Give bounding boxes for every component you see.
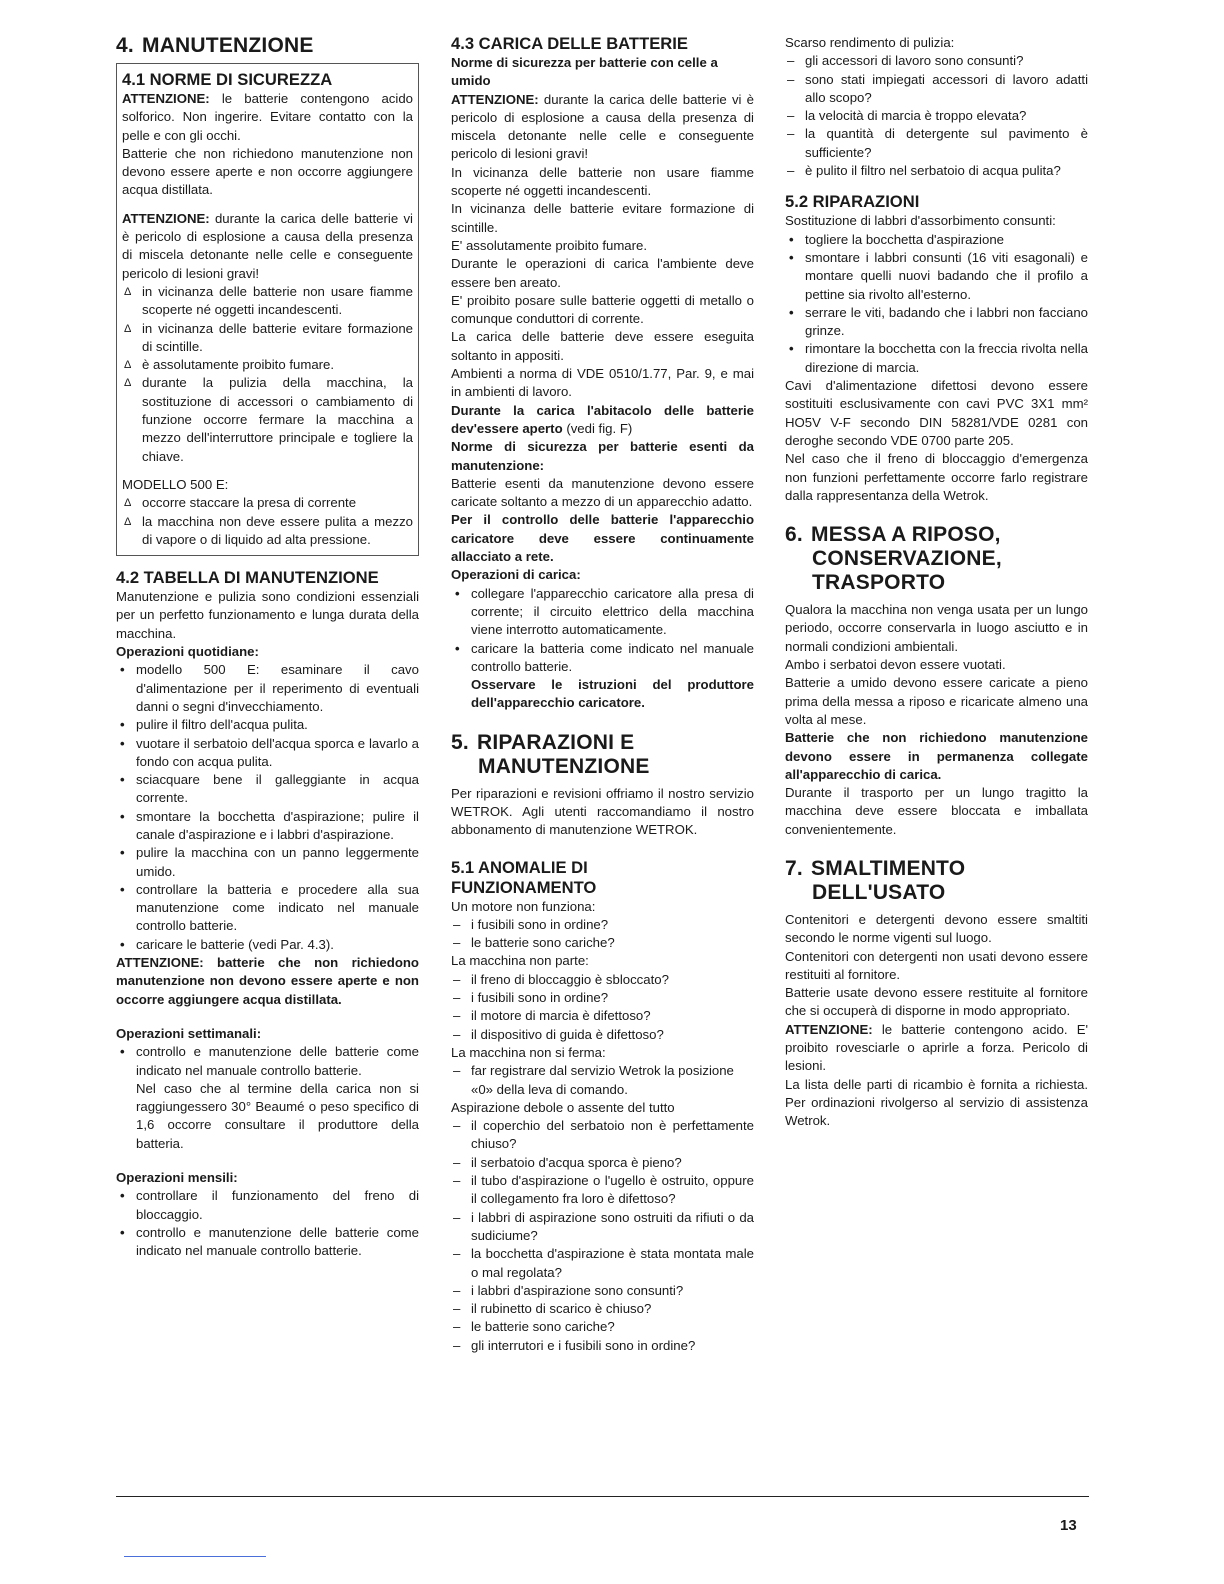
- list-item: • serrare le viti, badando che i labbri non facciano grinze.: [785, 304, 1088, 341]
- section-7-heading: 7. SMALTIMENTO DELL'USATO: [785, 856, 966, 904]
- paragraph: Contenitori con detergenti non usati devono essere restituiti al fornitore.: [785, 948, 1088, 982]
- paragraph: Contenitori e detergenti devono essere smaltiti secondo le norme vigenti sul luogo.: [785, 911, 1088, 946]
- list-item: – le batterie sono cariche?: [451, 1318, 754, 1336]
- list-item: – i labbri d'aspirazione sono consunti?: [451, 1282, 754, 1300]
- subheading: Operazioni di carica:: [451, 567, 581, 583]
- subheading-monthly: Operazioni mensili:: [116, 1170, 238, 1186]
- list-item: • collegare l'apparecchio caricatore alla presa di corrente; il circuito elettrico della macchina viene interrotto automaticamente.: [451, 585, 754, 640]
- column-left: [116, 34, 419, 1261]
- paragraph: In vicinanza delle batterie evitare formazione di scintille.: [451, 201, 754, 235]
- warning-list: [122, 494, 413, 549]
- paragraph: Batterie usate devono essere restituite al fornitore che si occuperà di disporne in modo appropriato.: [785, 985, 1088, 1019]
- paragraph: Ambienti a norma di VDE 0510/1.77, Par. 9, e mai in ambienti di lavoro.: [451, 366, 754, 400]
- list-item: • smontare i labbri consunti (16 viti esagonali) e montare quelli nuovi badando che il profilo a pettine sia rivolto all'esterno.: [785, 249, 1088, 304]
- safety-box: [116, 63, 419, 556]
- paragraph: Batterie esenti da manutenzione devono essere caricate soltanto a mezzo di un apparecchio adatto.: [451, 475, 754, 510]
- paragraph: Cavi d'alimentazione difettosi devono essere sostituiti esclusivamente con cavi PVC 3X1 mm² HO5V V-F secondo DIN 58281/VDE 0281 con deroghe secondo VDE 0700 parte 205.: [785, 378, 1088, 448]
- model-label: MODELLO 500 E:: [122, 476, 229, 492]
- section-4-heading: 4. MANUTENZIONE: [116, 34, 314, 57]
- paragraph: ATTENZIONE: durante la carica delle batterie vi è pericolo di esplosione a causa della presenza di miscela detonante nelle celle e conseguente pericolo di lesioni gravi!: [451, 91, 755, 162]
- list-item: • pulire il filtro dell'acqua pulita.: [116, 716, 419, 734]
- footer-rule: [116, 1496, 1089, 1497]
- list-item: • rimontare la bocchetta con la freccia rivolta nella direzione di marcia.: [785, 340, 1088, 377]
- section-4-1-heading: 4.1 NORME DI SICUREZZA: [122, 70, 333, 89]
- list-item: – le batterie sono cariche?: [451, 934, 754, 952]
- list-item: Δ in vicinanza delle batterie evitare formazione di scintille.: [122, 320, 413, 357]
- list-item: • pulire la macchina con un panno leggermente umido.: [116, 844, 419, 881]
- warning-bold: ATTENZIONE: batterie che non richiedono manutenzione non devono essere aperte e non occorre aggiungere acqua distillata.: [116, 955, 419, 1007]
- list-item: • controllare la batteria e procedere alla sua manutenzione come indicato nel manuale controllo batterie.: [116, 881, 419, 936]
- list-item: • smontare la bocchetta d'aspirazione; pulire il canale d'aspirazione e i labbri d'aspirazione.: [116, 808, 419, 845]
- list-item: – la bocchetta d'aspirazione è stata montata male o mal regolata?: [451, 1245, 754, 1282]
- column-middle: [451, 34, 754, 1355]
- list-item: • togliere la bocchetta d'aspirazione: [785, 231, 1088, 249]
- list-item: – i fusibili sono in ordine?: [451, 916, 754, 934]
- list-item: • controllare il funzionamento del freno di bloccaggio.: [116, 1187, 419, 1224]
- paragraph: E' proibito posare sulle batterie oggetti di metallo o comunque conduttori di corrente.: [451, 292, 754, 327]
- list-item: – sono stati impiegati accessori di lavoro adatti allo scopo?: [785, 71, 1088, 108]
- list-item: – la quantità di detergente sul pavimento è sufficiente?: [785, 125, 1088, 162]
- paragraph: Ambo i serbatoi devon essere vuotati.: [785, 657, 1006, 673]
- list-item: • modello 500 E: esaminare il cavo d'alimentazione per il reperimento di eventuali danni o segni d'invecchiamento.: [116, 661, 419, 716]
- section-6-heading: 6. MESSA A RIPOSO, CONSERVAZIONE, TRASPORTO: [785, 523, 1002, 595]
- list-item: – il tubo d'aspirazione o l'ugello è ostruito, oppure il collegamento fra loro è difettoso?: [451, 1172, 754, 1209]
- paragraph: ATTENZIONE: durante la carica delle batterie vi è pericolo di esplosione a causa della presenza di miscela detonante nelle celle e conseguente pericolo di lesioni gravi!: [122, 210, 413, 281]
- list-item: – il freno di bloccaggio è sbloccato?: [451, 971, 754, 989]
- list-item: – i fusibili sono in ordine?: [451, 989, 754, 1007]
- repair-steps-list: [785, 231, 1088, 377]
- paragraph-bold: Per il controllo delle batterie l'apparecchio caricatore deve essere continuamente allacciato a rete.: [451, 512, 754, 565]
- paragraph: Durante la carica l'abitacolo delle batterie dev'essere aperto (vedi fig. F): [451, 402, 754, 436]
- list-item: – far registrare dal servizio Wetrok la posizione «0» della leva di comando.: [451, 1062, 754, 1099]
- list-item: – il serbatoio d'acqua sporca è pieno?: [451, 1154, 754, 1172]
- section-4-2-heading: 4.2 TABELLA DI MANUTENZIONE: [116, 568, 379, 588]
- paragraph: Batterie che non richiedono manutenzione non devono essere aperte e non occorre aggiungere acqua distillata.: [122, 145, 413, 198]
- subheading-daily: Operazioni quotidiane:: [116, 644, 259, 660]
- question: La macchina non parte:: [451, 953, 589, 969]
- check-list: [785, 52, 1088, 180]
- weekly-ops-list: [116, 1043, 419, 1153]
- check-list: [451, 1062, 754, 1099]
- list-item: Δ è assolutamente proibito fumare.: [122, 356, 413, 374]
- paragraph: Durante il trasporto per un lungo tragitto la macchina deve essere bloccata e imballata convenientemente.: [785, 785, 1088, 837]
- paragraph: Batterie a umido devono essere caricate a pieno prima della messa a riposo e ricaricate almeno una volta al mese.: [785, 675, 1088, 727]
- list-item: – gli accessori di lavoro sono consunti?: [785, 52, 1088, 70]
- warning-list: [122, 283, 413, 466]
- monthly-ops-list: [116, 1187, 419, 1260]
- section-5-1-heading: 5.1 ANOMALIE DI FUNZIONAMENTO: [451, 857, 597, 897]
- subheading: Norme di sicurezza per batterie con celle a umido: [451, 55, 718, 89]
- list-item: Δ in vicinanza delle batterie non usare fiamme scoperte né oggetti incandescenti.: [122, 283, 413, 320]
- section-5-2-heading: 5.2 RIPARAZIONI: [785, 192, 920, 212]
- daily-ops-list: [116, 661, 419, 954]
- check-list: [451, 971, 754, 1044]
- question: La macchina non si ferma:: [451, 1044, 606, 1060]
- paragraph: Durante le operazioni di carica l'ambiente deve essere ben areato.: [451, 256, 754, 290]
- scan-artifact-line: [124, 1556, 266, 1557]
- list-item: – il motore di marcia è difettoso?: [451, 1007, 754, 1025]
- list-item: Δ la macchina non deve essere pulita a mezzo di vapore o di liquido ad alta pressione.: [122, 513, 413, 550]
- list-item: • controllo e manutenzione delle batterie come indicato nel manuale controllo batterie. Nel caso che al termine della carica non si raggiungessero 30° Beaumé o peso specifico di 1,6 occorre consultare il produttore della batteria.: [116, 1043, 419, 1153]
- list-item: • sciacquare bene il galleggiante in acqua corrente.: [116, 771, 419, 808]
- paragraph: Qualora la macchina non venga usata per un lungo periodo, occorre conservarla in luogo asciutto e in normali condizioni ambientali.: [785, 602, 1088, 654]
- subheading-weekly: Operazioni settimanali:: [116, 1025, 262, 1041]
- list-item: • controllo e manutenzione delle batterie come indicato nel manuale controllo batterie.: [116, 1224, 419, 1261]
- check-list: [451, 1117, 754, 1355]
- list-item: Δ occorre staccare la presa di corrente: [122, 494, 413, 512]
- paragraph: Sostituzione di labbri d'assorbimento consunti:: [785, 213, 1056, 229]
- list-item: Δ durante la pulizia della macchina, la sostituzione di accessori o cambiamento di funzione occorre fermare la macchina a mezzo dell'interruttore principale e togliere la chiave.: [122, 374, 413, 465]
- section-4-3-heading: 4.3 CARICA DELLE BATTERIE: [451, 34, 688, 53]
- paragraph: Nel caso che il freno di bloccaggio d'emergenza non funzioni perfettamente occorre farlo registrare dalla rappresentanza della Wetrok.: [785, 451, 1088, 503]
- paragraph: ATTENZIONE: le batterie contengono acido solforico. Non ingerire. Evitare contatto con la pelle e con gli occhi.: [122, 91, 413, 143]
- paragraph-bold: Batterie che non richiedono manutenzione devono essere in permanenza collegate all'apparecchio di carica.: [785, 730, 1088, 782]
- list-item: – gli interrutori e i fusibili sono in ordine?: [451, 1337, 754, 1355]
- charge-ops-list: [451, 585, 754, 713]
- paragraph: Per riparazioni e revisioni offriamo il nostro servizio WETROK. Agli utenti raccomandiamo il nostro abbonamento di manutenzione WETROK.: [451, 785, 754, 838]
- list-item: – il rubinetto di scarico è chiuso?: [451, 1300, 754, 1318]
- list-item: – i labbri di aspirazione sono ostruiti da rifiuti o da sudiciume?: [451, 1209, 754, 1246]
- check-list: [451, 916, 754, 953]
- paragraph: ATTENZIONE: le batterie contengono acido. E' proibito rovesciarle o aprirle a forza. Pericolo di lesioni.: [785, 1021, 1089, 1074]
- list-item: – è pulito il filtro nel serbatoio di acqua pulita?: [785, 162, 1088, 180]
- list-item: – il dispositivo di guida è difettoso?: [451, 1026, 754, 1044]
- paragraph: In vicinanza delle batterie non usare fiamme scoperte né oggetti incandescenti.: [451, 164, 754, 199]
- list-item: • caricare la batteria come indicato nel manuale controllo batterie. Osservare le istruzioni del produttore dell'apparecchio caricatore.: [451, 640, 754, 713]
- list-item: – il coperchio del serbatoio non è perfettamente chiuso?: [451, 1117, 754, 1154]
- question: Un motore non funziona:: [451, 898, 596, 914]
- page-number: 13: [1060, 1517, 1077, 1534]
- list-item: – la velocità di marcia è troppo elevata?: [785, 107, 1088, 125]
- list-item: • caricare le batterie (vedi Par. 4.3).: [116, 936, 419, 954]
- paragraph: Manutenzione e pulizia sono condizioni essenziali per un perfetto funzionamento e lunga durata della macchina.: [116, 589, 419, 641]
- question: Scarso rendimento di pulizia:: [785, 35, 955, 50]
- section-5-heading: 5. RIPARAZIONI E MANUTENZIONE: [451, 730, 650, 778]
- subheading: Norme di sicurezza per batterie esenti da manutenzione:: [451, 439, 754, 473]
- column-right: [785, 34, 1088, 1131]
- list-item: • vuotare il serbatoio dell'acqua sporca e lavarlo a fondo con acqua pulita.: [116, 735, 419, 772]
- paragraph: E' assolutamente proibito fumare.: [451, 237, 648, 253]
- paragraph: La lista delle parti di ricambio è fornita a richiesta. Per ordinazioni rivolgerso al servizio di assistenza Wetrok.: [785, 1076, 1088, 1129]
- question: Aspirazione debole o assente del tutto: [451, 1099, 675, 1115]
- paragraph: La carica delle batterie deve essere eseguita soltanto in appositi.: [451, 329, 754, 363]
